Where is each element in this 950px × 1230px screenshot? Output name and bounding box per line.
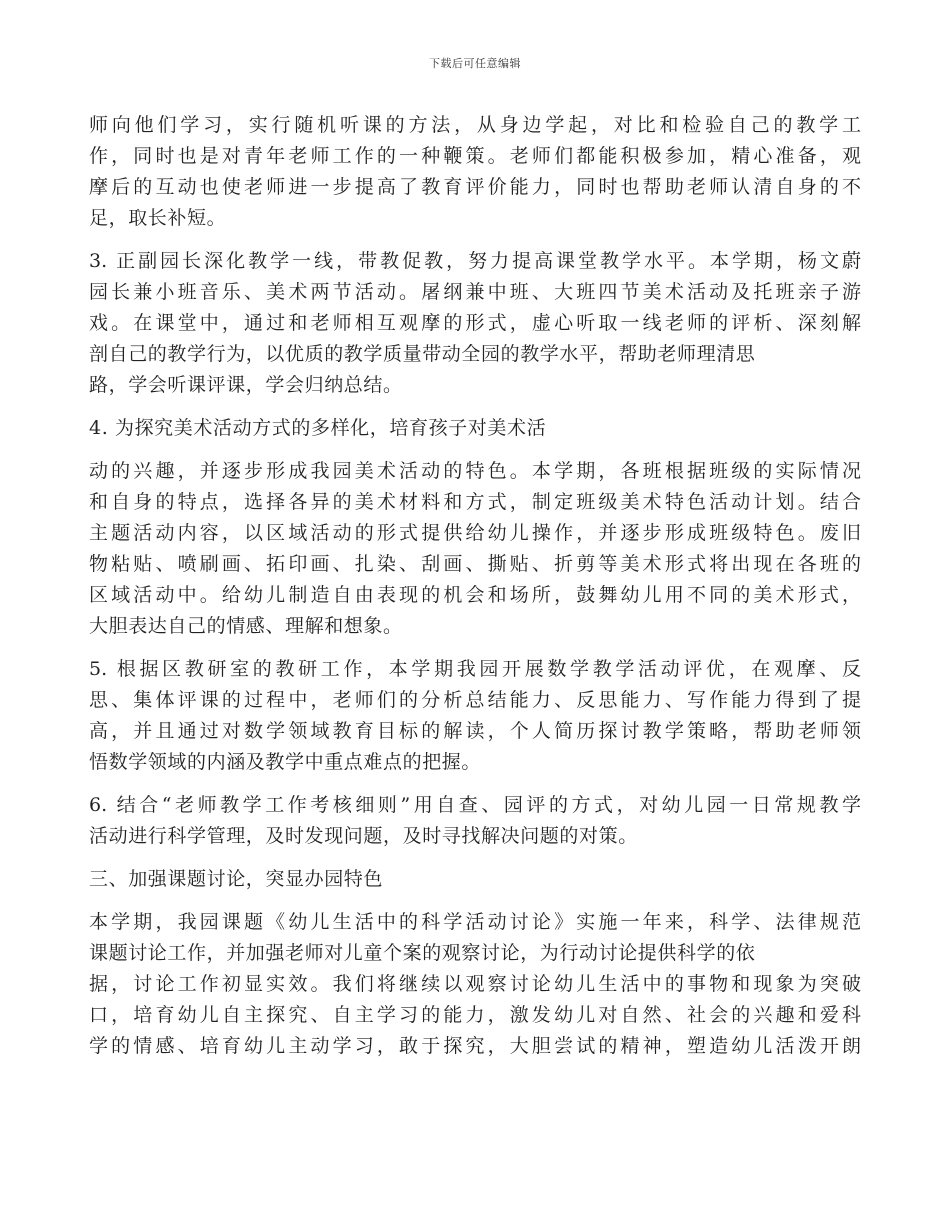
text-line: 6. 结合“老师教学工作考核细则”用自查、园评的方式，对幼儿园一日常规教学: [89, 794, 861, 816]
paragraph: [89, 110, 861, 234]
text-line: 路，学会听课评课，学会归纳总结。: [89, 374, 403, 396]
text-line: 活动进行科学管理，及时发现问题，及时寻找解决问题的对策。: [89, 825, 638, 847]
document-body: [89, 110, 861, 1074]
text-line: 5. 根据区教研室的教研工作，本学期我园开展数学教学活动评优，在观摩、反: [89, 658, 861, 680]
text-line: 区域活动中。给幼儿制造自由表现的机会和场所，鼓舞幼儿用不同的美术形式，: [89, 584, 861, 606]
paragraph: [89, 456, 861, 642]
paragraph: [89, 907, 861, 1062]
text-line: 和自身的特点，选择各异的美术材料和方式，制定班级美术特色活动计划。结合: [89, 491, 861, 513]
paragraph: [89, 413, 861, 444]
text-line: 戏。在课堂中，通过和老师相互观摩的形式，虚心听取一线老师的评析、深刻解: [89, 312, 861, 334]
text-line: 大胆表达自己的情感、理解和想象。: [89, 615, 403, 637]
paragraph: [89, 246, 861, 401]
text-line: 园长兼小班音乐、美术两节活动。屠纲兼中班、大班四节美术活动及托班亲子游: [89, 281, 861, 303]
text-line: 三、加强课题讨论，突显办园特色: [89, 868, 384, 890]
text-line: 课题讨论工作，并加强老师对儿童个案的观察讨论，为行动讨论提供科学的依: [89, 942, 756, 964]
text-line: 高，并且通过对数学领域教育目标的解读，个人简历探讨教学策略，帮助老师领: [89, 720, 861, 742]
paragraph: [89, 654, 861, 778]
text-line: 动的兴趣，并逐步形成我园美术活动的特色。本学期，各班根据班级的实际情况: [89, 460, 861, 482]
text-line: 师向他们学习，实行随机听课的方法，从身边学起，对比和检验自己的教学工: [89, 114, 861, 136]
page-header: 下载后可任意编辑: [429, 57, 521, 70]
text-line: 3. 正副园长深化教学一线，带教促教，努力提高课堂教学水平。本学期，杨文蔚: [89, 250, 861, 272]
text-line: 据，讨论工作初显实效。我们将继续以观察讨论幼儿生活中的事物和现象为突破: [89, 973, 861, 995]
text-line: 悟数学领域的内涵及教学中重点难点的把握。: [89, 751, 482, 773]
paragraph: [89, 864, 861, 895]
text-line: 口，培育幼儿自主探究、自主学习的能力，激发幼儿对自然、社会的兴趣和爱科: [89, 1004, 861, 1026]
text-line: 思、集体评课的过程中，老师们的分析总结能力、反思能力、写作能力得到了提: [89, 689, 861, 711]
text-line: 作，同时也是对青年老师工作的一种鞭策。老师们都能积极参加，精心准备，观: [89, 145, 861, 167]
text-line: 本学期，我园课题《幼儿生活中的科学活动讨论》实施一年来，科学、法律规范: [89, 911, 861, 933]
text-line: 剖自己的教学行为，以优质的教学质量带动全园的教学水平，帮助老师理清思: [89, 343, 756, 365]
text-line: 4. 为探究美术活动方式的多样化，培育孩子对美术活: [89, 417, 547, 439]
text-line: 摩后的互动也使老师进一步提高了教育评价能力，同时也帮助老师认清自身的不: [89, 176, 861, 198]
text-line: 学的情感、培育幼儿主动学习，敢于探究，大胆尝试的精神，塑造幼儿活泼开朗: [89, 1035, 861, 1057]
text-line: 物粘贴、喷刷画、拓印画、扎染、刮画、撕贴、折剪等美术形式将出现在各班的: [89, 553, 861, 575]
paragraph: [89, 790, 861, 852]
text-line: 足，取长补短。: [89, 207, 227, 229]
text-line: 主题活动内容，以区域活动的形式提供给幼儿操作，并逐步形成班级特色。废旧: [89, 522, 861, 544]
